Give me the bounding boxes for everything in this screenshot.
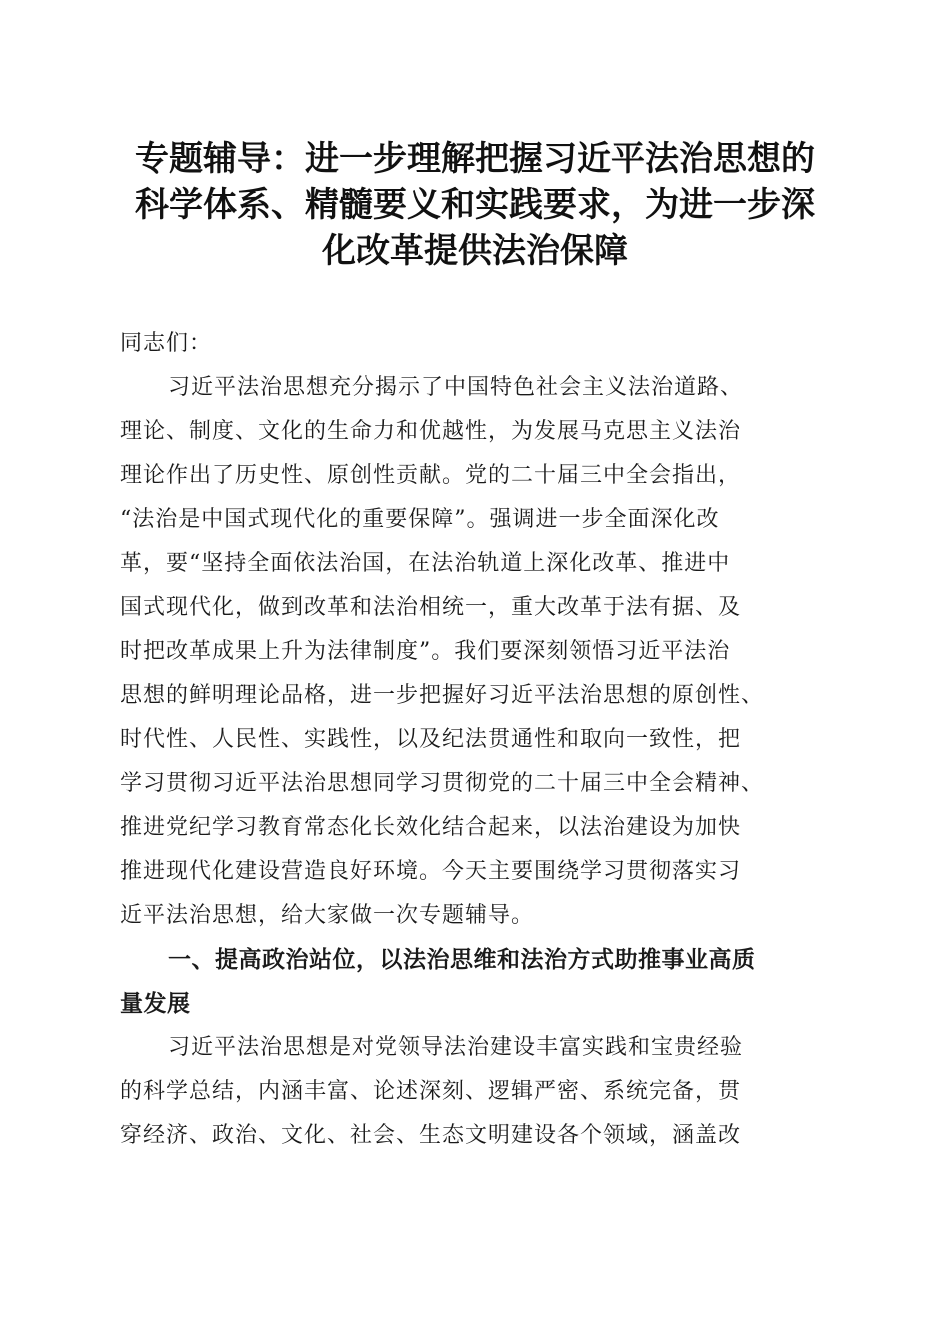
- paragraph-section-1: [120, 1026, 840, 1158]
- paragraph-line: 推进党纪学习教育常态化长效化结合起来，以法治建设为加快: [120, 815, 742, 840]
- paragraph-line: 时把改革成果上升为法律制度”。我们要深刻领悟习近平法治: [120, 639, 731, 664]
- paragraph-intro: [120, 366, 840, 938]
- paragraph-line: 国式现代化，做到改革和法治相统一，重大改革于法有据、及: [120, 595, 742, 620]
- paragraph-line: “法治是中国式现代化的重要保障”。强调进一步全面深化改: [120, 507, 720, 532]
- heading-line: 一、提高政治站位，以法治思维和法治方式助推事业高质: [168, 947, 756, 973]
- paragraph-line: 理论作出了历史性、原创性贡献。党的二十届三中全会指出，: [120, 463, 742, 488]
- paragraph-line: 学习贯彻习近平法治思想同学习贯彻党的二十届三中全会精神、: [120, 771, 765, 796]
- salutation: 同志们：: [120, 331, 213, 356]
- paragraph-line: 时代性、人民性、实践性，以及纪法贯通性和取向一致性，把: [120, 727, 742, 752]
- paragraph-line: 近平法治思想，给大家做一次专题辅导。: [120, 903, 535, 928]
- title-line: 化改革提供法治保障: [322, 231, 628, 271]
- paragraph-line: 革，要“坚持全面依法治国，在法治轨道上深化改革、推进中: [120, 551, 731, 576]
- paragraph-line: 习近平法治思想是对党领导法治建设丰富实践和宝贵经验: [168, 1035, 744, 1060]
- document-body: [120, 322, 840, 1158]
- paragraph-line: 理论、制度、文化的生命力和优越性，为发展马克思主义法治: [120, 419, 742, 444]
- document-title: [110, 136, 840, 274]
- paragraph-line: 穿经济、政治、文化、社会、生态文明建设各个领域，涵盖改: [120, 1123, 742, 1148]
- paragraph-line: 思想的鲜明理论品格，进一步把握好习近平法治思想的原创性、: [120, 683, 765, 708]
- paragraph-line: 推进现代化建设营造良好环境。今天主要围绕学习贯彻落实习: [120, 859, 742, 884]
- paragraph-line: 习近平法治思想充分揭示了中国特色社会主义法治道路、: [168, 375, 744, 400]
- title-line: 专题辅导：进一步理解把握习近平法治思想的: [135, 139, 815, 179]
- section-heading-1: [120, 938, 840, 1026]
- heading-line: 量发展: [120, 991, 191, 1017]
- paragraph-line: 的科学总结，内涵丰富、论述深刻、逻辑严密、系统完备，贯: [120, 1079, 742, 1104]
- title-line: 科学体系、精髓要义和实践要求，为进一步深: [135, 185, 815, 225]
